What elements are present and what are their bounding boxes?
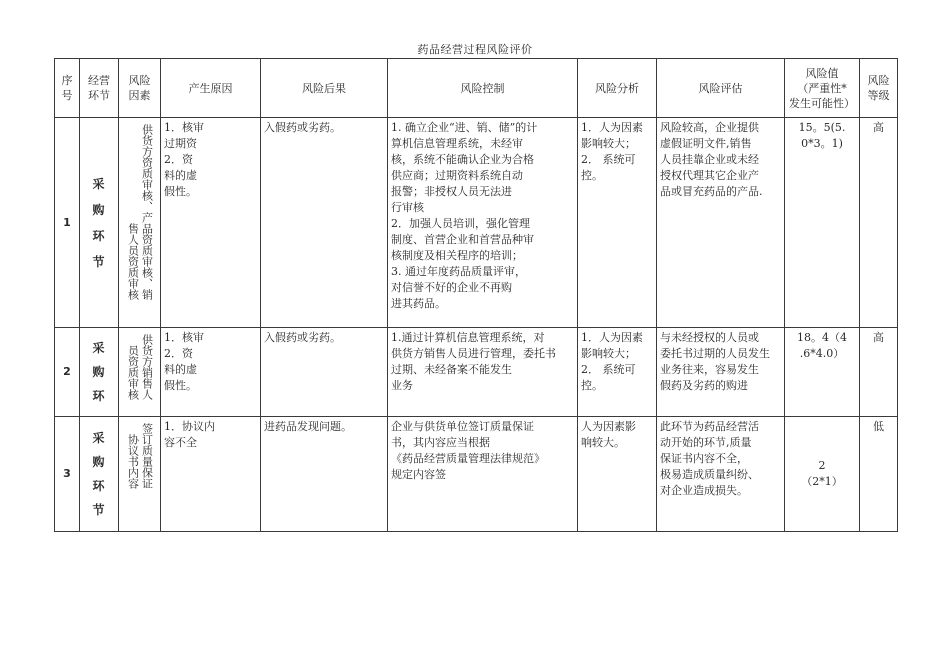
header-seq: 序 号 — [55, 59, 80, 118]
cell-risk-value: 18。4（4 .6*4.0） — [785, 328, 860, 417]
cell-analysis: 1．人为因素 影响较大； 2． 系统可 控。 — [578, 328, 657, 417]
table-row — [55, 118, 898, 328]
header-control: 风险控制 — [388, 59, 578, 118]
factor-text: 售人员资质审核 — [126, 223, 140, 300]
cell-cause: 1．核审 过期资 2．资 料的虚 假性。 — [161, 118, 261, 328]
cell-assessment: 与未经授权的人员或 委托书过期的人员发生 业务往来，容易发生 假药及劣药的购进 — [657, 328, 785, 417]
cell-factor — [119, 328, 161, 417]
table-row — [55, 417, 898, 532]
cell-control: 1. 确立企业“进、销、储”的计 算机信息管理系统，未经审 核，系统不能确认企业为合格 供应商；过期资料系统自动 报警；非授权人员无法进 行审核 2．加强人员培训，强化管理 制度、首营企业和首营品种审 核制度及相关程序的培训； 3. 通过年度药品质量评审， 对信誉不好的企业不再购 进其药品。 — [388, 118, 578, 328]
factor-text: 供货方资质审核、产品资质审核、销 — [140, 124, 154, 300]
page-title: 药品经营过程风险评价 — [417, 43, 533, 56]
header-value: 风险值 （严重性* 发生可能性） — [785, 59, 860, 118]
cell-factor — [119, 417, 161, 532]
risk-evaluation-table — [54, 58, 898, 532]
cell-seq: 1 — [55, 118, 80, 328]
cell-control: 企业与供货单位签订质量保证 书，其内容应当根据 《药品经营质量管理法律规范》 规定内容签 — [388, 417, 578, 532]
cell-risk-level: 高 — [860, 118, 898, 328]
factor-text: 协议书内容 — [126, 434, 140, 489]
factor-text: 员资质审核 — [126, 345, 140, 400]
cell-cause: 1．核审 2．资 料的虚 假性。 — [161, 328, 261, 417]
header-assessment: 风险评估 — [657, 59, 785, 118]
header-factor: 风险 因素 — [119, 59, 161, 118]
cell-risk-level: 低 — [860, 417, 898, 532]
cell-seq: 3 — [55, 417, 80, 532]
header-stage: 经营 环节 — [80, 59, 119, 118]
cell-consequence: 进药品发现问题。 — [261, 417, 388, 532]
cell-stage: 采 购 环 节 — [80, 118, 119, 328]
cell-assessment: 风险较高，企业提供 虚假证明文件,销售 人员挂靠企业或未经 授权代理其它企业产 品或冒充药品的产品. — [657, 118, 785, 328]
cell-control: 1.通过计算机信息管理系统，对 供货方销售人员进行管理，委托书 过期、未经备案不能发生 业务 — [388, 328, 578, 417]
cell-analysis: 1．人为因素 影响较大； 2． 系统可 控。 — [578, 118, 657, 328]
header-row — [55, 59, 898, 118]
cell-analysis: 人为因素影 响较大。 — [578, 417, 657, 532]
cell-seq: 2 — [55, 328, 80, 417]
cell-factor — [119, 118, 161, 328]
cell-risk-value: 2 （2*1） — [785, 417, 860, 532]
cell-stage: 采 购 环 — [80, 328, 119, 417]
factor-text: 签订质量保证 — [140, 423, 154, 489]
cell-stage: 采 购 环 节 — [80, 417, 119, 532]
header-analysis: 风险分析 — [578, 59, 657, 118]
header-cause: 产生原因 — [161, 59, 261, 118]
cell-risk-level: 高 — [860, 328, 898, 417]
cell-assessment: 此环节为药品经营活 动开始的环节,质量 保证书内容不全， 极易造成质量纠纷、 对企业造成损失。 — [657, 417, 785, 532]
cell-risk-value: 15。5(5. 0*3。1) — [785, 118, 860, 328]
cell-cause: 1．协议内 容不全 — [161, 417, 261, 532]
header-level: 风险 等级 — [860, 59, 898, 118]
cell-consequence: 入假药或劣药。 — [261, 328, 388, 417]
header-consequence: 风险后果 — [261, 59, 388, 118]
factor-text: 供货方销售人 — [140, 334, 154, 400]
table-row — [55, 328, 898, 417]
cell-consequence: 入假药或劣药。 — [261, 118, 388, 328]
